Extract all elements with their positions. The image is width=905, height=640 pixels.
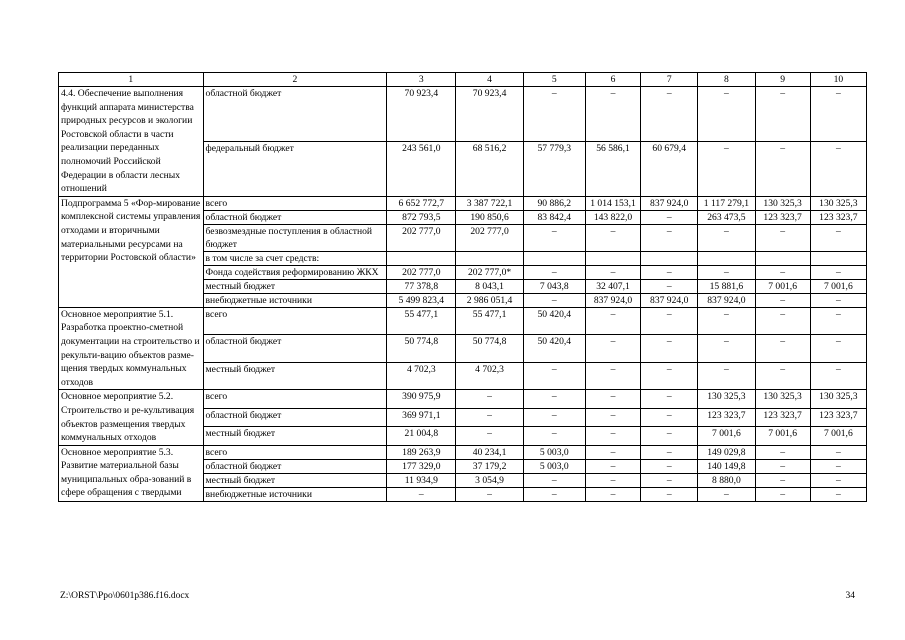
amount-cell: – [641,408,698,426]
amount-cell: – [456,390,523,408]
amount-cell: – [810,473,866,487]
amount-cell [585,251,640,265]
amount-cell: – [641,210,698,224]
amount-cell: 7 001,6 [755,279,810,293]
header-cell: 6 [585,73,640,87]
amount-cell: – [523,473,585,487]
amount-cell [755,251,810,265]
amount-cell: 243 561,0 [387,141,456,196]
amount-cell: 6 652 772,7 [387,196,456,210]
header-cell: 9 [755,73,810,87]
amount-cell: 5 003,0 [523,459,585,473]
amount-cell: – [810,265,866,279]
amount-cell: – [698,362,755,390]
amount-cell: – [585,224,640,251]
amount-cell: 50 774,8 [387,335,456,363]
amount-cell: – [810,87,866,142]
amount-cell: 190 850,6 [456,210,523,224]
amount-cell: – [698,141,755,196]
amount-cell [641,251,698,265]
funding-source-cell: внебюджетные источники [203,293,387,307]
funding-source-cell: местный бюджет [203,279,387,293]
amount-cell: 143 822,0 [585,210,640,224]
amount-cell: – [585,459,640,473]
amount-cell: – [641,445,698,459]
amount-cell: 1 117 279,1 [698,196,755,210]
amount-cell: – [698,487,755,501]
amount-cell: 37 179,2 [456,459,523,473]
table-row [59,196,867,210]
amount-cell: 1 014 153,1 [585,196,640,210]
amount-cell: 70 923,4 [387,87,456,142]
funding-source-cell: местный бюджет [203,362,387,390]
amount-cell: 8 880,0 [698,473,755,487]
amount-cell: – [698,87,755,142]
amount-cell: 130 325,3 [698,390,755,408]
amount-cell: – [585,307,640,335]
amount-cell: – [641,362,698,390]
amount-cell: – [456,427,523,445]
amount-cell: 68 516,2 [456,141,523,196]
amount-cell: 7 001,6 [810,427,866,445]
amount-cell: – [641,265,698,279]
amount-cell: 3 387 722,1 [456,196,523,210]
amount-cell [523,251,585,265]
amount-cell: 202 777,0 [456,224,523,251]
funding-source-cell: всего [203,445,387,459]
amount-cell: 123 323,7 [810,408,866,426]
amount-cell: 7 043,8 [523,279,585,293]
table-row [59,390,867,408]
amount-cell: – [456,487,523,501]
amount-cell: 130 325,3 [810,390,866,408]
amount-cell: – [755,459,810,473]
amount-cell: 8 043,1 [456,279,523,293]
amount-cell: 7 001,6 [810,279,866,293]
amount-cell: – [755,445,810,459]
amount-cell: – [810,141,866,196]
amount-cell: – [755,141,810,196]
amount-cell: 60 679,4 [641,141,698,196]
amount-cell: – [523,390,585,408]
amount-cell: – [585,265,640,279]
amount-cell: – [755,224,810,251]
amount-cell: 70 923,4 [456,87,523,142]
amount-cell [456,251,523,265]
amount-cell: – [523,487,585,501]
funding-source-cell: в том числе за счет средств: [203,251,387,265]
amount-cell: – [641,459,698,473]
amount-cell [698,251,755,265]
amount-cell: 11 934,9 [387,473,456,487]
program-name-cell: 4.4. Обеспечение выполнения функций аппарата министерства природных ресурсов и экологии Ростовской области в части реализации переданных полномочий Российской Федерации в области лесных отношений [59,87,204,197]
amount-cell [810,251,866,265]
amount-cell: – [523,408,585,426]
amount-cell: – [755,362,810,390]
amount-cell: 130 325,3 [755,196,810,210]
amount-cell: – [641,224,698,251]
amount-cell: – [810,487,866,501]
amount-cell: 177 329,0 [387,459,456,473]
amount-cell: – [523,224,585,251]
amount-cell: 390 975,9 [387,390,456,408]
amount-cell: – [523,265,585,279]
amount-cell: – [641,487,698,501]
amount-cell: – [698,307,755,335]
amount-cell [387,251,456,265]
header-row [59,73,867,87]
amount-cell: – [641,473,698,487]
amount-cell: – [810,224,866,251]
amount-cell: 50 420,4 [523,335,585,363]
amount-cell: 50 420,4 [523,307,585,335]
amount-cell: – [755,335,810,363]
header-cell: 5 [523,73,585,87]
amount-cell: 83 842,4 [523,210,585,224]
amount-cell: 77 378,8 [387,279,456,293]
amount-cell: 5 003,0 [523,445,585,459]
amount-cell: – [585,427,640,445]
funding-source-cell: безвозмездные поступления в областной бюджет [203,224,387,251]
amount-cell: 55 477,1 [387,307,456,335]
amount-cell: – [755,293,810,307]
header-cell: 3 [387,73,456,87]
amount-cell: – [456,408,523,426]
amount-cell: 202 777,0* [456,265,523,279]
amount-cell: – [523,87,585,142]
amount-cell: 3 054,9 [456,473,523,487]
amount-cell: 369 971,1 [387,408,456,426]
amount-cell: – [755,307,810,335]
amount-cell: – [810,335,866,363]
amount-cell: – [641,390,698,408]
amount-cell: 123 323,7 [810,210,866,224]
funding-source-cell: всего [203,196,387,210]
table-row [59,445,867,459]
program-name-cell: Подпрограмма 5 «Фор-мирование комплексной системы управления отходами и вторичными материальными ресурсами на территории Ростовской области» [59,196,204,307]
amount-cell: 837 924,0 [585,293,640,307]
amount-cell: 837 924,0 [698,293,755,307]
funding-source-cell: местный бюджет [203,427,387,445]
amount-cell: 202 777,0 [387,265,456,279]
amount-cell: – [810,307,866,335]
funding-source-cell: местный бюджет [203,473,387,487]
amount-cell: – [698,335,755,363]
amount-cell: – [641,427,698,445]
amount-cell: 123 323,7 [698,408,755,426]
amount-cell: – [585,390,640,408]
funding-source-cell: областной бюджет [203,87,387,142]
amount-cell: 55 477,1 [456,307,523,335]
amount-cell: 123 323,7 [755,210,810,224]
amount-cell: 7 001,6 [755,427,810,445]
amount-cell: – [698,224,755,251]
amount-cell: – [698,265,755,279]
amount-cell: – [810,445,866,459]
amount-cell: 21 004,8 [387,427,456,445]
header-cell: 1 [59,73,204,87]
funding-source-cell: Фонда содействия реформированию ЖКХ [203,265,387,279]
footer-file-path: Z:\ORST\Ppo\0601p386.f16.docx [60,591,190,601]
amount-cell: – [585,362,640,390]
header-cell: 2 [203,73,387,87]
funding-source-cell: областной бюджет [203,459,387,473]
amount-cell: 15 881,6 [698,279,755,293]
amount-cell: 202 777,0 [387,224,456,251]
amount-cell: – [585,408,640,426]
amount-cell: – [523,293,585,307]
amount-cell: 130 325,3 [755,390,810,408]
amount-cell: – [755,87,810,142]
amount-cell: 57 779,3 [523,141,585,196]
footer-page-number: 34 [845,591,855,601]
program-name-cell: Основное мероприятие 5.2. Строительство и ре-культивация объектов размещения твердых коммунальных отходов [59,390,204,445]
amount-cell: – [523,427,585,445]
funding-source-cell: всего [203,307,387,335]
amount-cell: – [755,487,810,501]
amount-cell: 32 407,1 [585,279,640,293]
table-row [59,87,867,142]
amount-cell: – [523,362,585,390]
amount-cell: 872 793,5 [387,210,456,224]
funding-source-cell: областной бюджет [203,408,387,426]
amount-cell: 56 586,1 [585,141,640,196]
amount-cell: 50 774,8 [456,335,523,363]
amount-cell: – [585,87,640,142]
amount-cell: – [810,293,866,307]
program-name-cell: Основное мероприятие 5.3. Развитие материальной базы муниципальных обра-зований в сфере обращения с твердыми [59,445,204,501]
amount-cell: 837 924,0 [641,196,698,210]
amount-cell: 40 234,1 [456,445,523,459]
amount-cell: – [641,335,698,363]
amount-cell: – [387,487,456,501]
amount-cell: – [585,487,640,501]
amount-cell: 7 001,6 [698,427,755,445]
amount-cell: – [810,362,866,390]
amount-cell: – [585,473,640,487]
table-row [59,307,867,335]
amount-cell: 4 702,3 [456,362,523,390]
amount-cell: 123 323,7 [755,408,810,426]
amount-cell: – [585,335,640,363]
amount-cell: 263 473,5 [698,210,755,224]
header-cell: 10 [810,73,866,87]
funding-source-cell: областной бюджет [203,335,387,363]
header-cell: 4 [456,73,523,87]
amount-cell: – [585,445,640,459]
amount-cell: – [641,87,698,142]
header-cell: 8 [698,73,755,87]
amount-cell: 2 986 051,4 [456,293,523,307]
amount-cell: – [755,265,810,279]
amount-cell: 4 702,3 [387,362,456,390]
amount-cell: – [641,307,698,335]
amount-cell: 130 325,3 [810,196,866,210]
amount-cell: 149 029,8 [698,445,755,459]
program-name-cell: Основное мероприятие 5.1. Разработка проектно-сметной документации на строительство и рекульти-вацию объектов разме-щения твердых коммунальных отходов [59,307,204,390]
funding-source-cell: областной бюджет [203,210,387,224]
amount-cell: 140 149,8 [698,459,755,473]
funding-source-cell: федеральный бюджет [203,141,387,196]
amount-cell: 90 886,2 [523,196,585,210]
funding-source-cell: внебюджетные источники [203,487,387,501]
amount-cell: 5 499 823,4 [387,293,456,307]
amount-cell: – [641,279,698,293]
amount-cell: – [810,459,866,473]
header-cell: 7 [641,73,698,87]
budget-table [58,72,867,502]
amount-cell: – [755,473,810,487]
amount-cell: 189 263,9 [387,445,456,459]
funding-source-cell: всего [203,390,387,408]
amount-cell: 837 924,0 [641,293,698,307]
